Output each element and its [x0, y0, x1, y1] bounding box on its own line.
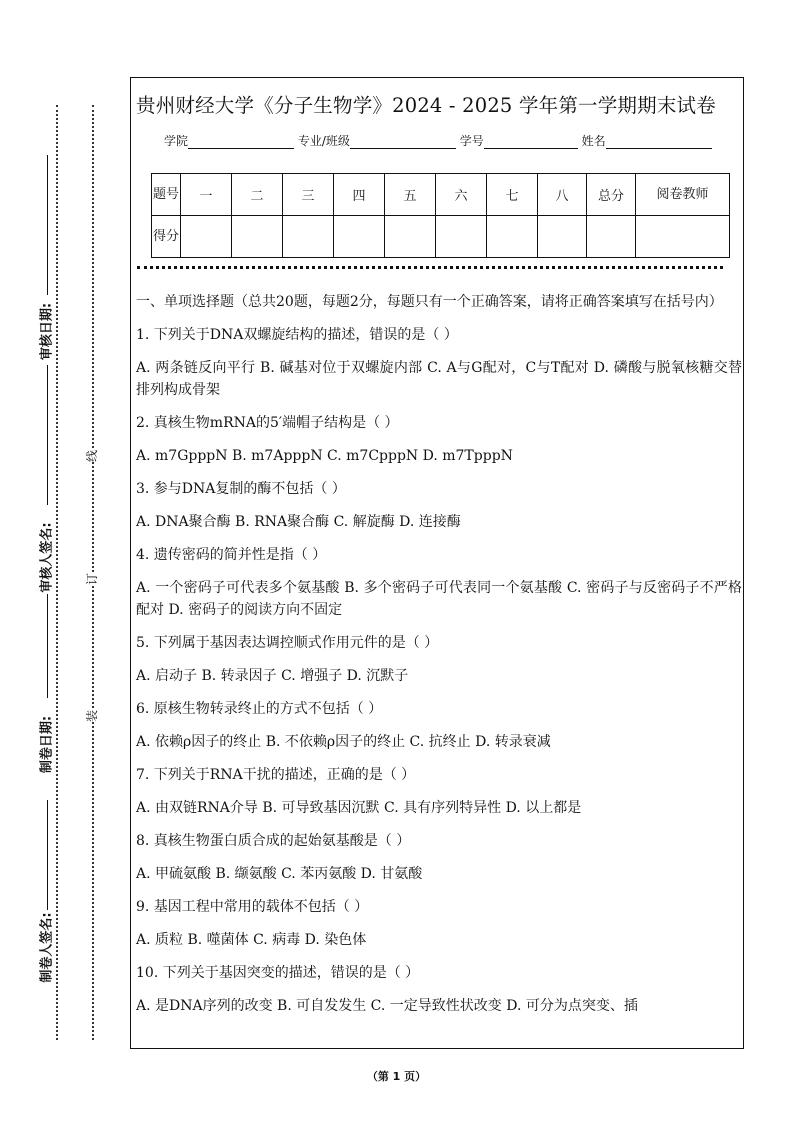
score-cell: 四 [334, 174, 385, 216]
score-cell: 七 [487, 174, 538, 216]
binding-bind-char: 装 [85, 709, 100, 723]
question-options: A. 是DNA序列的改变 B. 可自发发生 C. 一定导致性状改变 D. 可分为点突变、插 [136, 998, 638, 1014]
question: 1. 下列关于DNA双螺旋结构的描述，错误的是（ ） [136, 327, 458, 343]
question-options: A. 由双链RNA介导 B. 可导致基因沉默 C. 具有序列特异性 D. 以上都是 [136, 800, 582, 816]
score-input-cell[interactable] [436, 216, 487, 258]
score-table-score-row [152, 216, 730, 258]
author-sign-line [47, 800, 48, 910]
question: 7. 下列关于RNA干扰的描述，正确的是（ ） [136, 767, 416, 783]
score-cell: 三 [283, 174, 334, 216]
question: 10. 下列关于基因突变的描述，错误的是（ ） [136, 965, 420, 981]
question-options: A. 质粒 B. 噬菌体 C. 病毒 D. 染色体 [136, 932, 367, 948]
reviewer-sign-line [47, 365, 48, 505]
question: 2. 真核生物mRNA的5′端帽子结构是（ ） [136, 415, 399, 431]
score-input-cell[interactable] [181, 216, 232, 258]
score-cell: 五 [385, 174, 436, 216]
score-input-cell[interactable] [487, 216, 538, 258]
review-date-label: 审核日期: [39, 302, 55, 361]
score-row-label: 得分 [152, 216, 181, 258]
score-input-cell[interactable] [587, 216, 636, 258]
question-options: A. 两条链反向平行 B. 碱基对位于双螺旋内部 C. A与G配对，C与T配对 D. 磷酸与脱氧核糖交替排列构成骨架 [136, 360, 742, 398]
question-options: A. DNA聚合酶 B. RNA聚合酶 C. 解旋酶 D. 连接酶 [136, 514, 461, 530]
exam-content [136, 291, 742, 1028]
review-date-line [47, 155, 48, 295]
question-options: A. m7GpppN B. m7ApppN C. m7CpppN D. m7TpppN [136, 448, 513, 464]
dotted-separator [137, 266, 723, 269]
score-cell: 阅卷教师 [636, 174, 730, 216]
binding-order-char: 订 [85, 572, 100, 586]
score-table-header-row [152, 174, 730, 216]
score-cell: 总分 [587, 174, 636, 216]
question: 9. 基因工程中常用的载体不包括（ ） [136, 899, 369, 915]
score-cell: 六 [436, 174, 487, 216]
score-cell: 一 [181, 174, 232, 216]
score-cell: 八 [538, 174, 587, 216]
score-input-cell[interactable] [232, 216, 283, 258]
question: 8. 真核生物蛋白质合成的起始氨基酸是（ ） [136, 833, 411, 849]
section-heading: 一、单项选择题（总共20题，每题2分，每题只有一个正确答案，请将正确答案填写在括号内） [136, 294, 723, 310]
author-date-line [47, 594, 48, 698]
student-id-field[interactable] [484, 135, 578, 149]
author-date-label: 制卷日期: [39, 715, 55, 774]
score-cell: 题号 [152, 174, 181, 216]
college-label: 学院 [164, 134, 189, 148]
question: 6. 原核生物转录终止的方式不包括（ ） [136, 701, 383, 717]
question: 3. 参与DNA复制的酶不包括（ ） [136, 481, 346, 497]
exam-title: 贵州财经大学《分子生物学》2024 - 2025 学年第一学期期末试卷 [136, 94, 716, 117]
question: 4. 遗传密码的简并性是指（ ） [136, 547, 327, 563]
binding-line-char: 线 [85, 449, 100, 463]
score-input-cell[interactable] [283, 216, 334, 258]
score-input-cell[interactable] [538, 216, 587, 258]
question-options: A. 依赖ρ因子的终止 B. 不依赖ρ因子的终止 C. 抗终止 D. 转录衰减 [136, 734, 551, 750]
score-table [151, 173, 730, 258]
question-options: A. 甲硫氨酸 B. 缬氨酸 C. 苯丙氨酸 D. 甘氨酸 [136, 866, 423, 882]
author-sign-label: 制卷人签名: [39, 912, 55, 983]
reviewer-sign-label: 审核人签名: [39, 522, 55, 593]
college-field[interactable] [188, 135, 294, 149]
name-label: 姓名 [581, 134, 606, 148]
score-input-cell[interactable] [636, 216, 730, 258]
name-field[interactable] [606, 135, 712, 149]
major-field[interactable] [350, 135, 456, 149]
left-dotted-line [56, 105, 58, 1040]
question: 5. 下列属于基因表达调控顺式作用元件的是（ ） [136, 635, 439, 651]
score-input-cell[interactable] [334, 216, 385, 258]
major-label: 专业/班级 [297, 134, 350, 148]
score-cell: 二 [232, 174, 283, 216]
student-info-row [164, 132, 712, 149]
student-id-label: 学号 [459, 134, 484, 148]
page-number: （第 1 页） [366, 1070, 427, 1083]
question-options: A. 启动子 B. 转录因子 C. 增强子 D. 沉默子 [136, 668, 409, 684]
score-input-cell[interactable] [385, 216, 436, 258]
question-options: A. 一个密码子可代表多个氨基酸 B. 多个密码子可代表同一个氨基酸 C. 密码子与反密码子不严格配对 D. 密码子的阅读方向不固定 [136, 580, 742, 618]
